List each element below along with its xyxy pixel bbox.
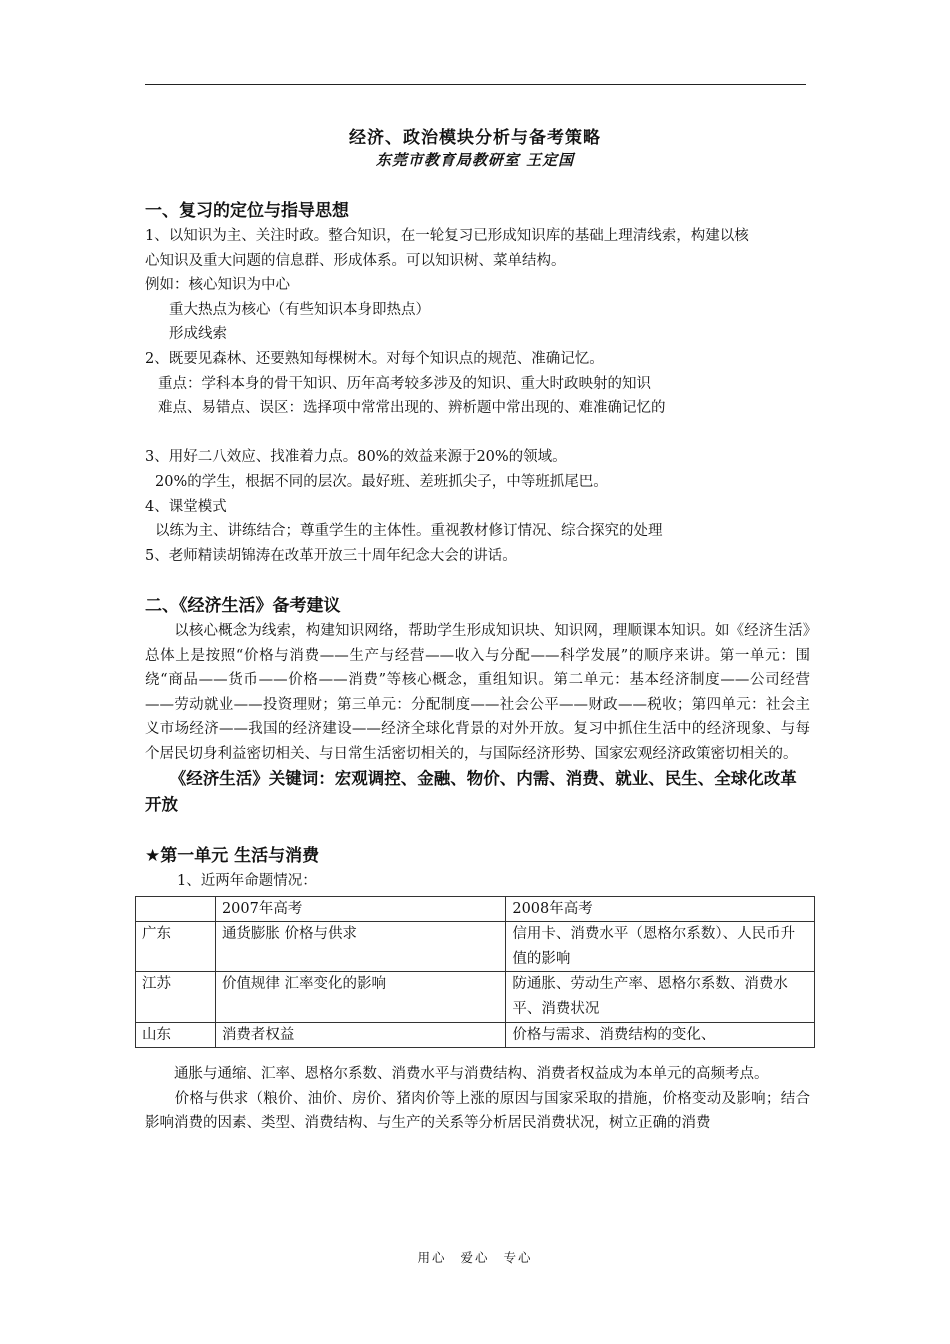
paragraph: 通胀与通缩、汇率、恩格尔系数、消费水平与消费结构、消费者权益成为本单元的高频考点。 — [145, 1066, 769, 1083]
paragraph: 价格与供求（粮价、油价、房价、猪肉价等上涨的原因与国家采取的措施，价格变动及影响；结合影响消费的因素、类型、消费结构、与生产的关系等分析居民消费状况，树立正确的消费 — [145, 1090, 810, 1132]
text-line: 3、用好二八效应、找准着力点。80%的效益来源于20%的领域。 — [145, 449, 567, 466]
table-cell: 通货膨胀 价格与供求 — [215, 922, 505, 972]
text-line: 2、既要见森林、还要熟知每棵树木。对每个知识点的规范、准确记忆。 — [145, 350, 604, 367]
table-cell: 价格与需求、消费结构的变化、 — [506, 1022, 815, 1048]
text-line: 形成线索 — [169, 326, 227, 343]
document-body — [142, 198, 810, 1136]
table-cell: 山东 — [136, 1022, 216, 1048]
text-line: 20%的学生，根据不同的层次。最好班、差班抓尖子，中等班抓尾巴。 — [155, 473, 608, 490]
table-row — [136, 972, 815, 1022]
text-line: 5、老师精读胡锦涛在改革开放三十周年纪念大会的讲话。 — [145, 547, 517, 564]
table-header-row — [136, 896, 815, 922]
text-line: 以练为主、讲练结合；尊重学生的主体性。重视教材修订情况、综合探究的处理 — [155, 523, 663, 540]
table-cell: 防通胀、劳动生产率、恩格尔系数、消费水平、消费状况 — [506, 972, 815, 1022]
table-cell: 价值规律 汇率变化的影响 — [215, 972, 505, 1022]
text-line: 重点：学科本身的骨干知识、历年高考较多涉及的知识、重大时政映射的知识 — [158, 375, 651, 392]
unit-heading: ★第一单元 生活与消费 — [145, 846, 320, 867]
table-cell: 广东 — [136, 922, 216, 972]
table-cell: 2007年高考 — [215, 896, 505, 922]
section-heading-1: 一、复习的定位与指导思想 — [145, 201, 349, 221]
text-line: 心知识及重大问题的信息群、形成体系。可以知识树、菜单结构。 — [145, 252, 566, 269]
table-cell — [136, 896, 216, 922]
table-row — [136, 922, 815, 972]
section-heading-2: 二、《经济生活》备考建议 — [145, 595, 341, 616]
header-rule — [145, 84, 806, 85]
document-author-line: 东莞市教育局教研室 王定国 — [375, 151, 575, 169]
text-line: 难点、易错点、误区：选择项中常常出现的、辨析题中常出现的、难准确记忆的 — [158, 400, 666, 417]
text-line: 1、近两年命题情况： — [177, 873, 317, 890]
text-line: 4、课堂模式 — [145, 498, 227, 515]
text-line: 例如：核心知识为中心 — [145, 277, 290, 294]
text-line: 1、以知识为主、关注时政。整合知识，在一轮复习已形成知识库的基础上理清线索，构建以核 — [145, 228, 749, 244]
table-cell: 2008年高考 — [506, 896, 815, 922]
page-footer: 用心 爱心 专心 — [417, 1250, 533, 1265]
table-cell: 消费者权益 — [215, 1022, 505, 1048]
exam-table — [135, 896, 815, 1049]
table-row — [136, 1022, 815, 1048]
table-cell: 信用卡、消费水平（恩格尔系数）、人民币升值的影响 — [506, 922, 815, 972]
document-title: 经济、政治模块分析与备考策略 — [349, 128, 601, 148]
text-line: 重大热点为核心（有些知识本身即热点） — [169, 301, 430, 318]
keywords-line: 《经济生活》关键词：宏观调控、金融、物价、内需、消费、就业、民生、全球化改革开放 — [145, 769, 797, 815]
paragraph: 以核心概念为线索，构建知识网络，帮助学生形成知识块、知识网，理顺课本知识。如《经济生活》总体上是按照“价格与消费——生产与经营——收入与分配——科学发展”的顺序来讲。第一单元：围绕“商品——货币——价格——消费”等核心概念，重组知识。第二单元：基本经济制度——公司经营——劳动就业——投资理财；第三单元：分配制度——社会公平——财政——税收；第四单元：社会主义市场经济——我国的经济建设——经济全球化背景的对外开放。复习中抓住生活中的经济现象、与每个居民切身利益密切相关、与日常生活密切相关的，与国际经济形势、国家宏观经济政策密切相关的。 — [145, 622, 810, 762]
table-cell: 江苏 — [136, 972, 216, 1022]
